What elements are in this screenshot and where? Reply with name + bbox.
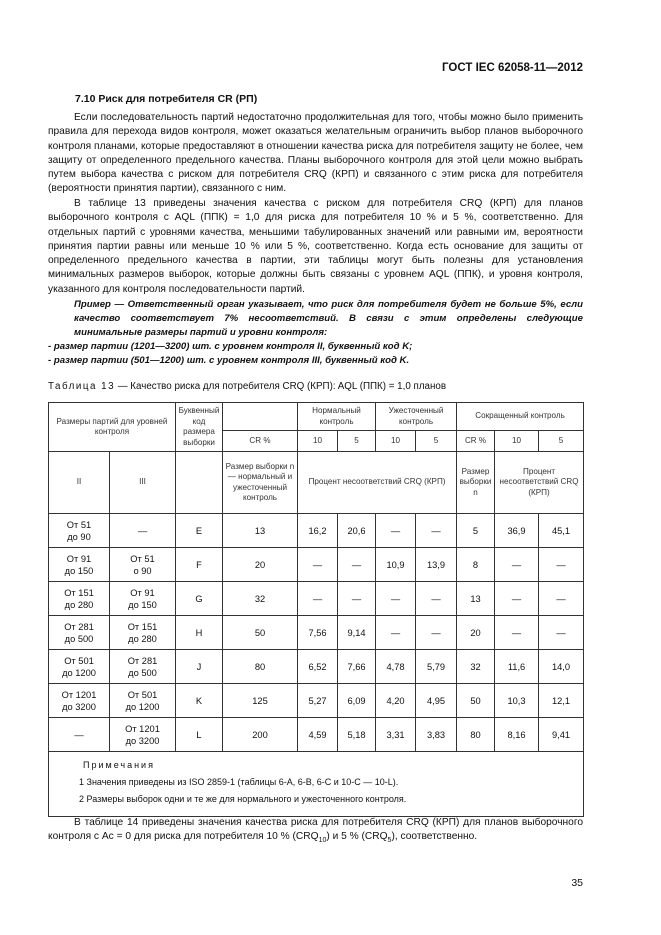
cell-normal-5: 6,09	[338, 684, 376, 718]
table-row	[49, 684, 584, 718]
cell-sample-size: 20	[223, 548, 298, 582]
example-lead: Пример — Ответственный орган указывает, что риск для потребителя будет не больше 5%, если качество соответствует 7% несоответствий. В связи с этим определены следующие минимальные размеры партий и уровни контроля:	[74, 299, 583, 338]
header-cr-pct: CR %	[457, 431, 495, 452]
table-notes	[49, 752, 584, 817]
cell-reduced-10: 36,9	[495, 514, 539, 548]
cell-reduced-10: —	[495, 616, 539, 650]
cell-reduced-10: —	[495, 548, 539, 582]
cell-normal-10: 16,2	[298, 514, 338, 548]
cell-reduced-sample: 80	[457, 718, 495, 752]
cell-reduced-sample: 50	[457, 684, 495, 718]
header-level-2: II	[49, 452, 110, 514]
header-10: 10	[495, 431, 539, 452]
table-row	[49, 514, 584, 548]
cell-reduced-sample: 8	[457, 548, 495, 582]
header-5: 5	[539, 431, 584, 452]
page-number: 35	[571, 877, 583, 889]
cell-tightened-5: —	[416, 616, 457, 650]
header-reduced-pct: Процент несоответствий CRQ (КРП)	[495, 452, 584, 514]
cell-lot-level-3: От 151 до 280	[110, 616, 176, 650]
header-pct-nonconformities: Процент несоответствий CRQ (КРП)	[298, 452, 457, 514]
notes-title: Примечания	[83, 760, 155, 770]
cell-reduced-10: 11,6	[495, 650, 539, 684]
header-empty	[176, 452, 223, 514]
header-blank	[223, 403, 298, 431]
footer-paragraph	[48, 816, 583, 849]
cell-reduced-sample: 20	[457, 616, 495, 650]
cell-reduced-5: 45,1	[539, 514, 584, 548]
cell-reduced-sample: 32	[457, 650, 495, 684]
table-caption	[48, 381, 446, 392]
cell-tightened-5: 13,9	[416, 548, 457, 582]
table-row	[49, 548, 584, 582]
note-item: 2 Размеры выборок одни и те же для нормального и ужесточенного контроля.	[79, 794, 407, 804]
header-tightened: Ужесточенный контроль	[376, 403, 457, 431]
cell-tightened-10: —	[376, 514, 416, 548]
header-10: 10	[298, 431, 338, 452]
cell-reduced-10: 10,3	[495, 684, 539, 718]
cell-sample-size: 80	[223, 650, 298, 684]
cell-letter-code: J	[176, 650, 223, 684]
cell-lot-level-2: От 281 до 500	[49, 616, 110, 650]
cell-reduced-10: 8,16	[495, 718, 539, 752]
table-row	[49, 718, 584, 752]
cell-sample-size: 200	[223, 718, 298, 752]
footer-text: ), соответственно.	[391, 831, 478, 843]
footer-sub: 5	[387, 837, 392, 845]
header-cr-pct: CR %	[223, 431, 298, 452]
cell-tightened-10: —	[376, 582, 416, 616]
footer-sub: 10	[318, 837, 327, 845]
paragraph-2: В таблице 13 приведены значения качества с риском для потребителя CRQ (КРП) для планов выборочного контроля с AQL (ППК) = 1,0 для риска для потребителя 10 % и 5 %, соответственно. Для отдельных партий с уровнями качества, меньшими табулированных значений или равными им, вероятности принятия партии равны или меньше 10 % или 5 %, соответственно. Когда есть основание для защиты от определенного предельного качества в партии, эти таблицы могут быть полезны для установления минимальных размеров выборок, которые должны быть связаны с уровнем AQL (ППК), и уровня контроля, указанного для контроля последовательности партий.	[48, 198, 583, 295]
cell-normal-10: 6,52	[298, 650, 338, 684]
cell-normal-5: 9,14	[338, 616, 376, 650]
cell-reduced-sample: 5	[457, 514, 495, 548]
cell-normal-5: 20,6	[338, 514, 376, 548]
cell-tightened-5: —	[416, 514, 457, 548]
cell-reduced-10: —	[495, 582, 539, 616]
cell-letter-code: E	[176, 514, 223, 548]
cell-lot-level-2: —	[49, 718, 110, 752]
cell-normal-10: —	[298, 548, 338, 582]
cell-tightened-5: 3,83	[416, 718, 457, 752]
example-block	[48, 298, 583, 368]
cell-lot-level-2: От 91 до 150	[49, 548, 110, 582]
cell-lot-level-2: От 501 до 1200	[49, 650, 110, 684]
cell-lot-level-3: От 1201 до 3200	[110, 718, 176, 752]
cell-normal-10: 7,56	[298, 616, 338, 650]
header-sample-size: Размер выборки n — нормальный и ужесточенный контроль	[223, 452, 298, 514]
crq-table	[48, 402, 584, 817]
cell-normal-10: —	[298, 582, 338, 616]
header-5: 5	[416, 431, 457, 452]
header-normal: Нормальный контроль	[298, 403, 376, 431]
header-letter-code: Буквенный код размера выборки	[176, 403, 223, 452]
note-item: 1 Значения приведены из ISO 2859-1 (таблицы 6-A, 6-B, 6-C и 10-C — 10-L).	[79, 777, 399, 787]
table-caption-label: Таблица 13	[48, 381, 116, 392]
table-row	[49, 650, 584, 684]
cell-sample-size: 13	[223, 514, 298, 548]
header-reduced-sample: Размер выборки n	[457, 452, 495, 514]
section-title: 7.10 Риск для потребителя CR (РП)	[75, 93, 258, 105]
cell-letter-code: K	[176, 684, 223, 718]
cell-reduced-5: 14,0	[539, 650, 584, 684]
cell-lot-level-3: —	[110, 514, 176, 548]
header-lot-sizes: Размеры партий для уровней контроля	[49, 403, 176, 452]
cell-lot-level-2: От 151 до 280	[49, 582, 110, 616]
footer-text: ) и 5 % (CRQ	[326, 831, 388, 843]
cell-tightened-5: —	[416, 582, 457, 616]
cell-sample-size: 125	[223, 684, 298, 718]
cell-lot-level-2: От 1201 до 3200	[49, 684, 110, 718]
cell-tightened-10: 4,78	[376, 650, 416, 684]
footer-text: В таблице 14 приведены значения качества риска для потребителя CRQ (КРП) для планов выборочного контроля с Ac = 0 для риска для потребителя 10 % (CRQ	[48, 817, 583, 843]
cell-letter-code: L	[176, 718, 223, 752]
cell-normal-10: 5,27	[298, 684, 338, 718]
cell-normal-5: —	[338, 582, 376, 616]
cell-reduced-5: —	[539, 582, 584, 616]
cell-lot-level-3: От 501 до 1200	[110, 684, 176, 718]
cell-lot-level-3: От 281 до 500	[110, 650, 176, 684]
paragraph-1: Если последовательность партий недостаточно продолжительная для того, чтобы можно было применить правила для перехода видов контроля, может оказаться желательным ограничить выбор планов выборочного контроля планами, которые предоставляют в отношении качества риска для потребителя защиту не более, чем защиту от определенного предельного качества. Планы выборочного контроля для этой цели можно выбрать путем выбора качества с риском для потребителя CRQ (КРП) и связанного с этим риска для потребителя (вероятности принятия партии), связанного с ним.	[48, 112, 583, 195]
cell-letter-code: G	[176, 582, 223, 616]
cell-normal-5: 7,66	[338, 650, 376, 684]
table-row	[49, 582, 584, 616]
header-reduced: Сокращенный контроль	[457, 403, 584, 431]
cell-normal-5: 5,18	[338, 718, 376, 752]
cell-tightened-10: 10,9	[376, 548, 416, 582]
cell-tightened-5: 4,95	[416, 684, 457, 718]
cell-tightened-10: 3,31	[376, 718, 416, 752]
cell-lot-level-2: От 51 до 90	[49, 514, 110, 548]
example-item: - размер партии (1201—3200) шт. с уровнем контроля II, буквенный код K;	[48, 341, 413, 352]
cell-normal-10: 4,59	[298, 718, 338, 752]
cell-letter-code: F	[176, 548, 223, 582]
header-10: 10	[376, 431, 416, 452]
table-row	[49, 616, 584, 650]
cell-tightened-10: 4,20	[376, 684, 416, 718]
cell-reduced-5: 12,1	[539, 684, 584, 718]
cell-reduced-5: —	[539, 548, 584, 582]
cell-lot-level-3: От 91 до 150	[110, 582, 176, 616]
cell-sample-size: 32	[223, 582, 298, 616]
example-item: - размер партии (501—1200) шт. с уровнем контроля III, буквенный код K.	[48, 355, 410, 366]
header-5: 5	[338, 431, 376, 452]
cell-lot-level-3: От 51 о 90	[110, 548, 176, 582]
cell-normal-5: —	[338, 548, 376, 582]
cell-tightened-5: 5,79	[416, 650, 457, 684]
cell-reduced-5: 9,41	[539, 718, 584, 752]
cell-sample-size: 50	[223, 616, 298, 650]
standard-code: ГОСТ IEC 62058-11—2012	[442, 62, 583, 74]
table-caption-text: — Качество риска для потребителя CRQ (КРП): AQL (ППК) = 1,0 планов	[117, 381, 447, 392]
cell-tightened-10: —	[376, 616, 416, 650]
header-level-3: III	[110, 452, 176, 514]
cell-letter-code: H	[176, 616, 223, 650]
cell-reduced-5: —	[539, 616, 584, 650]
cell-reduced-sample: 13	[457, 582, 495, 616]
